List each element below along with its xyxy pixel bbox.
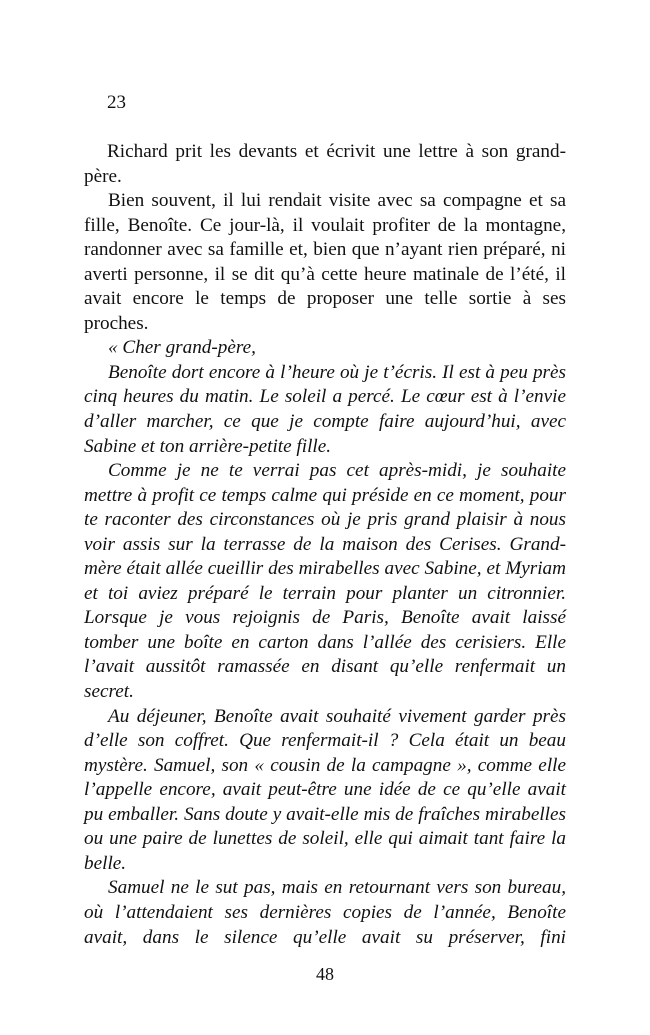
page-number: 48 <box>316 964 334 984</box>
letter-paragraph: Samuel ne le sut pas, mais en retournant vers son bureau, où l’attendaient ses dernières copies de l’année, Benoîte avait, dans le silence qu’elle avait su préserver, fini <box>84 877 566 948</box>
letter-paragraph: Comme je ne te verrai pas cet après-midi, je souhaite mettre à profit ce temps calme qui préside en ce moment, pour te raconter des circonstances où je pris grand plaisir à nous voir assis sur la terrasse de la maison des Cerises. Grand-mère était allée cueillir des mirabelles avec Sabine, et Myriam et toi aviez préparé le terrain pour planter un citronnier. Lorsque je vous rejoignis de Paris, Benoîte avait laissé tomber une boîte en carton dans l’allée des cerisiers. Elle l’avait aussitôt ramassée en disant qu’elle renfermait un secret. <box>84 460 566 703</box>
letter-salutation: « Cher grand-père, <box>108 337 256 359</box>
chapter-number: 23 <box>107 92 126 113</box>
paragraph: Richard prit les devants et écrivit une lettre à son grand-père. <box>84 141 566 187</box>
body-text <box>84 140 566 950</box>
letter-paragraph: Au déjeuner, Benoîte avait souhaité vivement garder près d’elle son coffret. Que renfermait-il ? Cela était un beau mystère. Samuel, son « cousin de la campagne », comme elle l’appelle encore, avait peut-être une idée de ce qu’elle avait pu emballer. Sans doute y avait-elle mis de fraîches mirabelles ou une paire de lunettes de soleil, elle qui aimait tant faire la belle. <box>84 705 566 874</box>
letter-paragraph: Benoîte dort encore à l’heure où je t’écris. Il est à peu près cinq heures du matin. Le soleil a percé. Le cœur est à l’envie d’aller marcher, ce que je compte faire aujourd’hui, avec Sabine et ton arrière-petite fille. <box>84 361 566 457</box>
paragraph: Bien souvent, il lui rendait visite avec sa compagne et sa fille, Benoîte. Ce jour-là, il voulait profiter de la montagne, randonner avec sa famille et, bien que n’ayant rien préparé, ni averti personne, il se dit qu’à cette heure matinale de l’été, il avait encore le temps de proposer une telle sortie à ses proches. <box>84 190 566 334</box>
